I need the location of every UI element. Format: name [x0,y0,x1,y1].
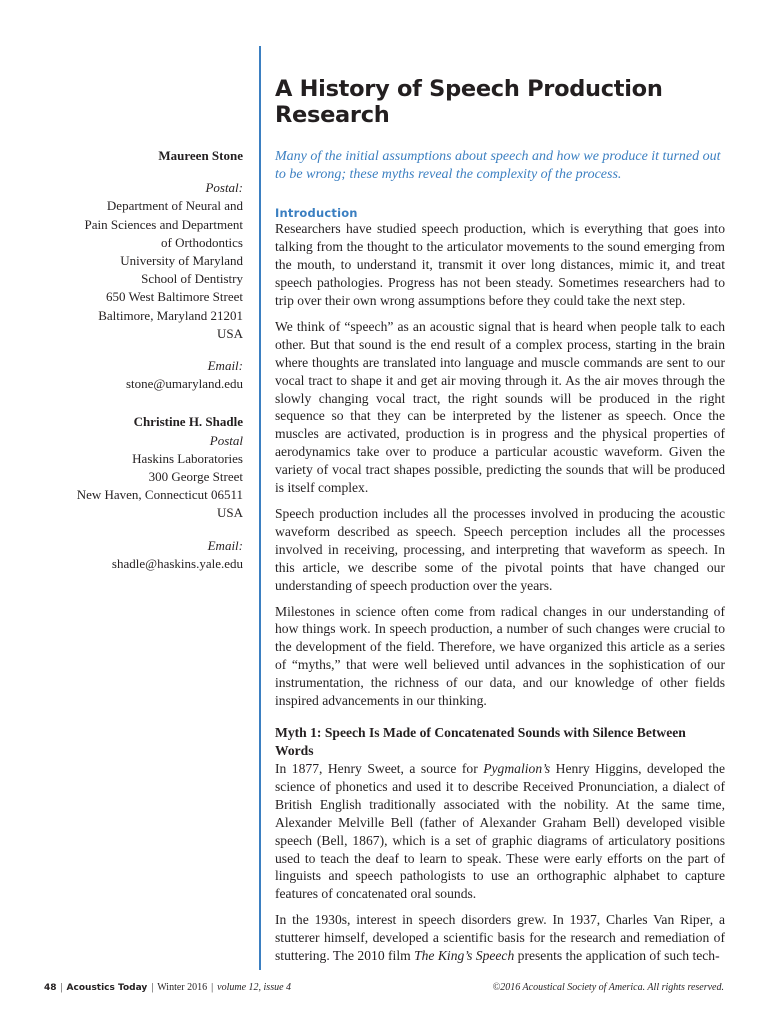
address-line: of Orthodontics [161,234,243,250]
author-sidebar [60,147,243,573]
page-number: 48 [44,983,57,993]
author-email: shadle@haskins.yale.edu [111,555,243,571]
myth1-paragraph: In 1877, Henry Sweet, a source for Pygmalion’s Henry Higgins, developed the science of phonetics and used it to describe Received Pronunciation, a dialect of British English traditionally associated with the nobility. At the same time, Alexander Melville Bell (father of Alexander Graham Bell) developed visible speech (Bell, 1867), which is a set of graphic diagrams of articulatory positions used to teach the deaf to learn to speak. These were early efforts on the part of linguists and speech pathologists to use an orthographic alphabet to capture features of concatenated oral sounds. [275,760,725,902]
author-name: Maureen Stone [158,148,243,163]
address-line: USA [216,325,243,341]
email-label: Email: [207,358,243,374]
introduction-heading: Introduction [275,206,358,221]
page-footer [44,982,724,994]
italic-title: The King’s Speech [414,948,515,964]
author-email: stone@umaryland.edu [125,376,243,392]
article-abstract: Many of the initial assumptions about speech and how we produce it turned out to be wrong; these myths reveal the complexity of the process. [275,149,721,183]
italic-title: Pygmalion’s [483,760,551,776]
intro-paragraph: We think of “speech” as an acoustic signal that is heard when people talk to each other. But that sound is the end result of a complex process, starting in the brain where thoughts are translated into language and muscle commands are sent to our vocal tract to shape it and get air moving through it. As the air moves through the slowly changing vocal tract, the right sounds will be produced in the right sequence so that they can be interpreted by the listener as speech. Once the muscles are activated, production is in progress and the physical properties of aerodynamics take over to produce a particular acoustic waveform. Given the variety of vocal tract shapes possible, predicting the sounds that will be produced is itself complex. [275,318,725,496]
article-title: A History of Speech Production Research [275,76,663,128]
author-name: Christine H. Shadle [133,414,243,430]
volume-info: volume 12, issue 4 [217,982,292,993]
footer-left: 48 | Acoustics Today | Winter 2016 | volume 12, issue 4 [44,982,292,993]
address-line: Baltimore, Maryland 21201 [98,307,243,323]
article-body [275,76,725,965]
myth1-paragraph: In the 1930s, interest in speech disorders grew. In 1937, Charles Van Riper, a stutterer himself, developed a scientific basis for the research and remediation of stuttering. The 2010 film The King’s Speech presents the application of such tech- [275,912,725,964]
issue-date: Winter 2016 [157,982,208,993]
address-line: Department of Neural and [106,198,243,214]
address-line: USA [216,505,243,521]
address-line: New Haven, Connecticut 06511 [76,487,243,503]
address-line: Haskins Laboratories [132,450,243,466]
address-line: Pain Sciences and Department [84,216,243,232]
author-block-1 [60,147,243,393]
copyright: ©2016 Acoustical Society of America. All rights reserved. [492,982,724,993]
intro-paragraph: Speech production includes all the processes involved in producing the acoustic waveform described as speech. Speech perception includes all the processes involved in receiving, processing, and interpreting that waveform as speech. In this article, we describe some of the pivotal points that have changed our understanding of speech production over the years. [275,506,725,593]
magazine-name: Acoustics Today [66,983,148,993]
author-block-2 [60,413,243,573]
intro-paragraph: Milestones in science often come from radical changes in our understanding of how things work. In speech production, a number of such changes were crucial to the development of the field. Therefore, we have organized this article as a series of “myths,” that were well believed until advances in the sophistication of our instrumentation, the richness of our data, and our knowledge of other fields inspired advancements in our thinking. [275,603,725,709]
address-line: University of Maryland [120,253,243,269]
address-line: 300 George Street [148,469,243,485]
postal-label: Postal: [205,180,243,196]
intro-paragraph: Researchers have studied speech production, which is everything that goes into talking from the thought to the articulator movements to the sound emerging from the mouth, to understand it, transmit it over long distances, mimic it, and treat speech pathologies. Progress has not been steady. Sometimes researchers had to trip over their own wrong assumptions before they could take the next step. [275,221,725,309]
myth1-heading: Myth 1: Speech Is Made of Concatenated Sounds with Silence Between Words [275,724,686,758]
postal-label: Postal [209,432,243,448]
address-line: School of Dentistry [141,271,243,287]
email-label: Email: [207,537,243,553]
address-line: 650 West Baltimore Street [106,289,243,305]
column-divider [259,46,261,970]
